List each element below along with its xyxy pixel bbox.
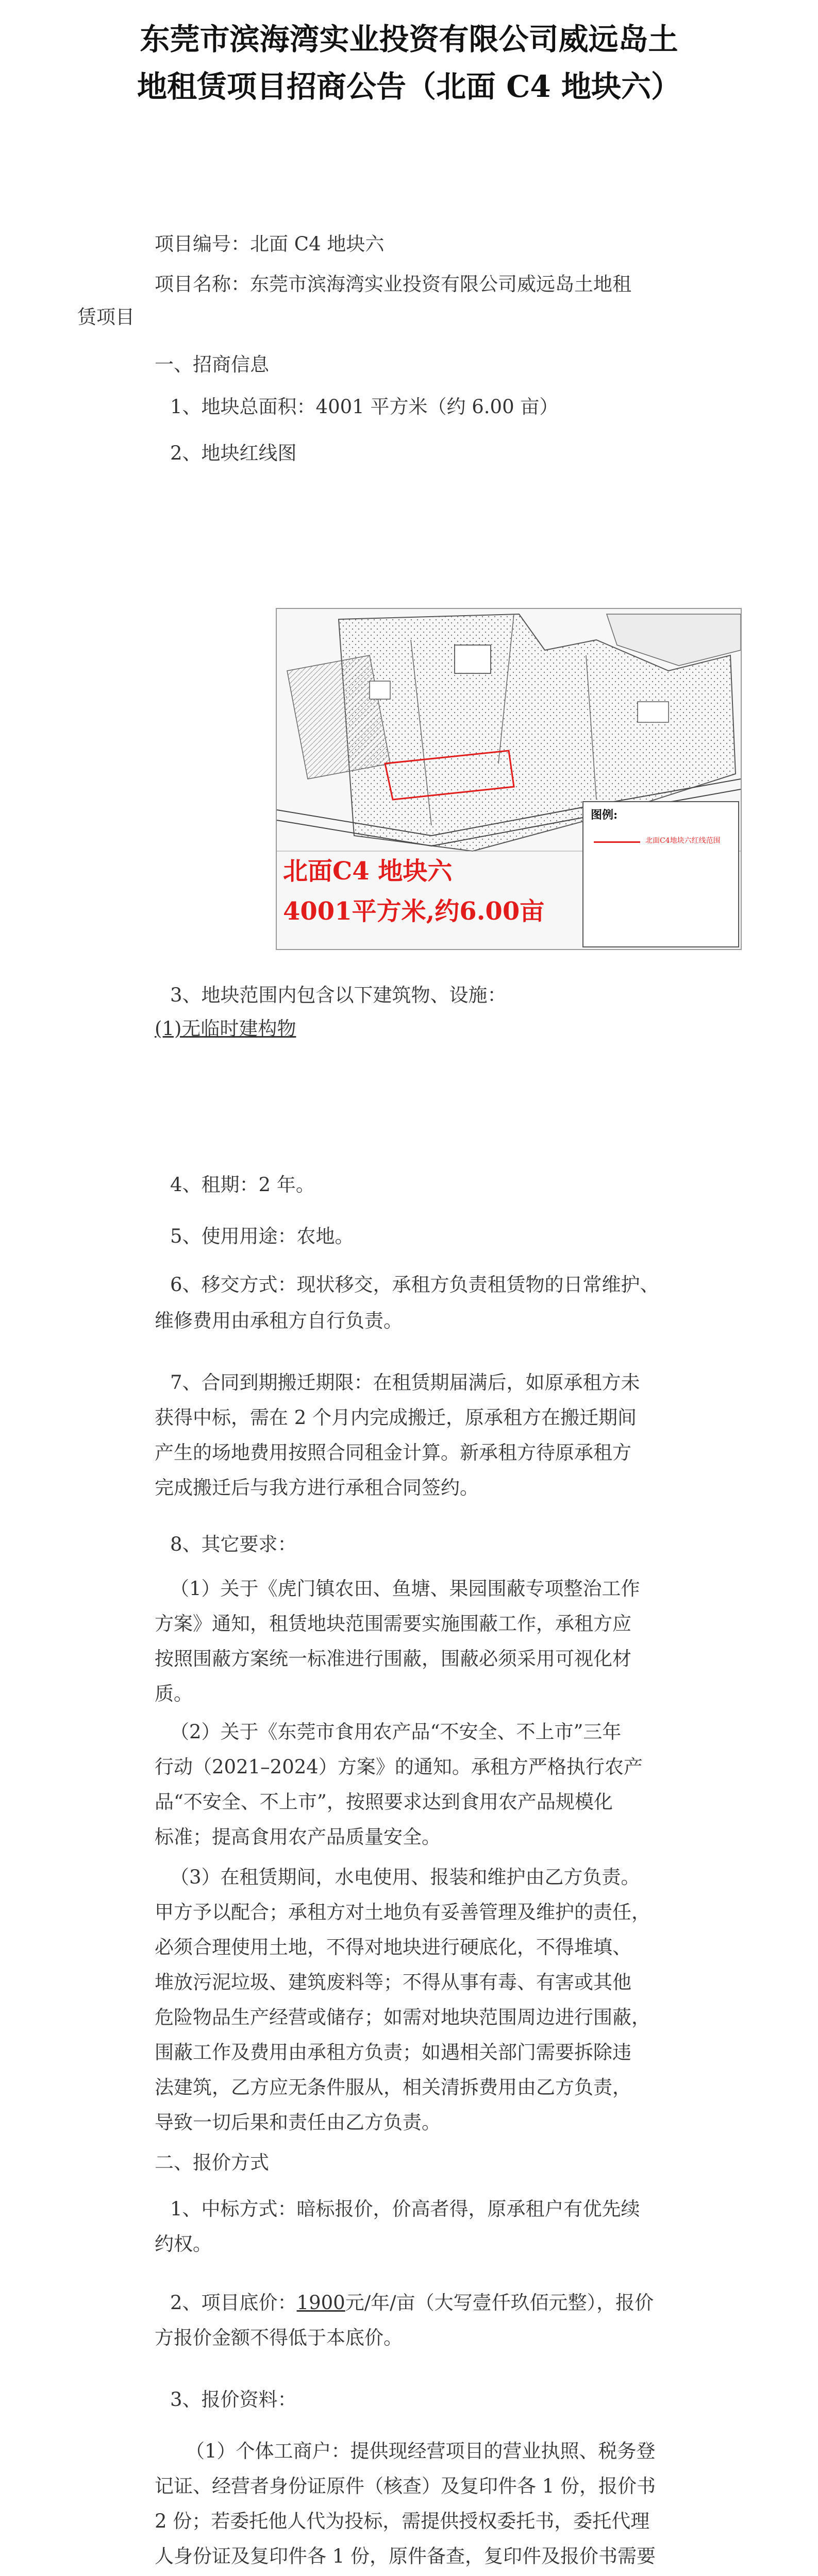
legend-title: 图例: xyxy=(591,808,618,822)
reserve-price-unit: 元/年/亩（大写壹仟玖佰元整），报价 xyxy=(345,2292,654,2314)
land-area: 1、地块总面积：4001 平方米（约 6.00 亩） xyxy=(170,396,559,418)
doc-individual-line-4: 人身份证及复印件各 1 份，原件备查，复印件及报价书需要 xyxy=(155,2545,656,2567)
req-1-line-2: 方案》通知，租赁地块范围需要实施围蔽工作，承租方应 xyxy=(155,1613,631,1635)
req-2-line-3: 品“不安全、不上市”，按照要求达到食用农产品规模化 xyxy=(155,1791,613,1813)
redline-heading: 2、地块红线图 xyxy=(170,442,297,464)
req-2-line-1: （2）关于《东莞市食用农产品“不安全、不上市”三年 xyxy=(170,1721,622,1743)
bid-documents-heading: 3、报价资料： xyxy=(170,2388,297,2411)
title-line-1: 东莞市滨海湾实业投资有限公司威远岛土 xyxy=(140,22,678,57)
project-name-line-2: 赁项目 xyxy=(77,306,135,328)
section-heading-2: 二、报价方式 xyxy=(155,2151,269,2174)
req-2-line-2: 行动（2021–2024）方案》的通知。承租方严格执行农产 xyxy=(155,1756,643,1778)
relocation-line-4: 完成搬迁后与我方进行承租合同签约。 xyxy=(155,1477,479,1499)
project-number: 项目编号：北面 C4 地块六 xyxy=(155,233,385,255)
req-3-line-1: （3）在租赁期间，水电使用、报装和维护由乙方负责。 xyxy=(170,1866,640,1888)
req-3-line-8: 导致一切后果和责任由乙方负责。 xyxy=(155,2111,441,2133)
relocation-line-1: 7、合同到期搬迁期限：在租赁期届满后，如原承租方未 xyxy=(170,1371,640,1394)
map-legend xyxy=(582,801,739,947)
facilities-item: (1)无临时建构物 xyxy=(155,1018,296,1040)
reserve-price-value: 1900 xyxy=(296,2292,345,2314)
req-1-line-1: （1）关于《虎门镇农田、鱼塘、果园围蔽专项整治工作 xyxy=(170,1578,640,1600)
req-1-line-3: 按照围蔽方案统一标准进行围蔽，围蔽必须采用可视化材 xyxy=(155,1648,631,1670)
map-caption-area: 4001平方米,约6.00亩 xyxy=(283,897,545,926)
req-3-line-7: 法建筑，乙方应无条件服从，相关清拆费用由乙方负责， xyxy=(155,2076,631,2098)
doc-individual-line-1: （1）个体工商户：提供现经营项目的营业执照、税务登 xyxy=(186,2440,656,2462)
relocation-line-3: 产生的场地费用按照合同租金计算。新承租方待原承租方 xyxy=(155,1442,631,1464)
land-use: 5、使用用途：农地。 xyxy=(170,1225,354,1247)
page-title xyxy=(77,15,741,110)
reserve-price-label: 2、项目底价： xyxy=(170,2292,297,2314)
other-requirements-heading: 8、其它要求： xyxy=(170,1533,297,1555)
lease-term: 4、租期：2 年。 xyxy=(170,1174,315,1196)
reserve-price-line-2: 方报价金额不得低于本底价。 xyxy=(155,2327,403,2349)
bid-method-line-2: 约权。 xyxy=(155,2233,212,2255)
req-3-line-6: 围蔽工作及费用由承租方负责；如遇相关部门需要拆除违 xyxy=(155,2041,631,2063)
req-2-line-4: 标准；提高食用农产品质量安全。 xyxy=(155,1826,441,1848)
legend-red-line xyxy=(594,841,640,843)
project-name-line-1: 项目名称：东莞市滨海湾实业投资有限公司威远岛土地租 xyxy=(155,273,631,295)
req-1-line-4: 质。 xyxy=(155,1683,193,1705)
legend-item-label: 北面C4地块六红线范围 xyxy=(645,837,721,845)
bid-method-line-1: 1、中标方式：暗标报价，价高者得，原承租户有优先续 xyxy=(170,2198,640,2220)
handover-line-1: 6、移交方式：现状移交，承租方负责租赁物的日常维护、 xyxy=(170,1274,659,1296)
facilities-heading: 3、地块范围内包含以下建筑物、设施： xyxy=(170,984,507,1006)
map-caption-parcel: 北面C4 地块六 xyxy=(283,857,453,886)
doc-individual-line-2: 记证、经营者身份证原件（核查）及复印件各 1 份，报价书 xyxy=(155,2475,656,2497)
section-heading-1: 一、招商信息 xyxy=(155,353,269,376)
relocation-line-2: 获得中标，需在 2 个月内完成搬迁，原承租方在搬迁期间 xyxy=(155,1406,637,1429)
req-3-line-4: 堆放污泥垃圾、建筑废料等；不得从事有毒、有害或其他 xyxy=(155,1971,631,1993)
handover-line-2: 维修费用由承租方自行负责。 xyxy=(155,1310,403,1332)
reserve-price-line-1 xyxy=(170,2286,654,2319)
req-3-line-3: 必须合理使用土地，不得对地块进行硬底化，不得堆填、 xyxy=(155,1936,631,1958)
req-3-line-5: 危险物品生产经营或储存；如需对地块范围周边进行围蔽， xyxy=(155,2006,650,2028)
doc-individual-line-3: 2 份；若委托他人代为投标，需提供授权委托书，委托代理 xyxy=(155,2510,650,2532)
req-3-line-2: 甲方予以配合；承租方对土地负有妥善管理及维护的责任， xyxy=(155,1901,650,1923)
title-line-2: 地租赁项目招商公告（北面 C4 地块六） xyxy=(137,69,681,104)
